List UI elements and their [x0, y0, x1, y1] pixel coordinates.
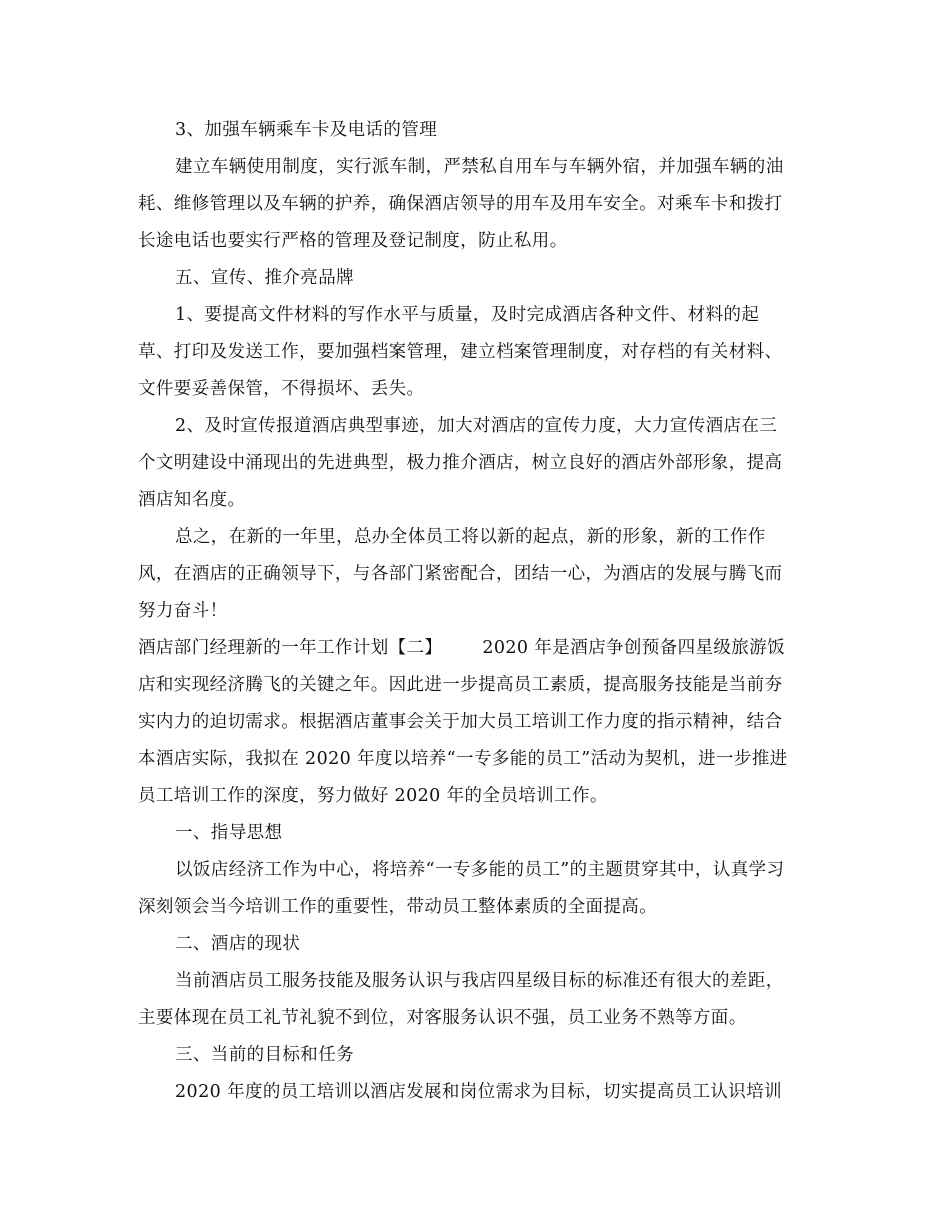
paragraph-line: 以饭店经济工作为中心，将培养“一专多能的员工”的主题贯穿其中，认真学习 [175, 860, 785, 880]
paragraph-line: 风，在酒店的正确领导下，与各部门紧密配合，团结一心，为酒店的发展与腾飞而 [138, 564, 783, 584]
paragraph-line: 个文明建设中涌现出的先进典型，极力推介酒店，树立良好的酒店外部形象，提高 [138, 453, 783, 473]
paragraph-line: 草、打印及发送工作，要加强档案管理，建立档案管理制度，对存档的有关材料、 [138, 342, 783, 362]
section-heading: 一、指导思想 [175, 823, 283, 843]
paragraph-line: 2020 年是酒店争创预备四星级旅游饭 [482, 638, 786, 658]
paragraph-line: 店和实现经济腾飞的关键之年。因此进一步提高员工素质，提高服务技能是当前夯 [138, 675, 783, 695]
paragraph-line: 员工培训工作的深度，努力做好 2020 年的全员培训工作。 [138, 786, 608, 806]
paragraph-line: 长途电话也要实行严格的管理及登记制度，防止私用。 [138, 231, 568, 251]
section-heading: 三、当前的目标和任务 [175, 1045, 354, 1065]
paragraph-line: 实内力的迫切需求。根据酒店董事会关于加大员工培训工作力度的指示精神，结合 [138, 712, 783, 732]
section-heading: 五、宣传、推介亮品牌 [175, 268, 354, 288]
paragraph-line: 耗、维修管理以及车辆的护养，确保酒店领导的用车及用车安全。对乘车卡和拨打 [138, 194, 783, 214]
section-heading: 二、酒店的现状 [175, 934, 301, 954]
paragraph-line: 当前酒店员工服务技能及服务认识与我店四星级目标的标准还有很大的差距， [175, 971, 784, 991]
paragraph-line: 主要体现在员工礼节礼貌不到位，对客服务认识不强，员工业务不熟等方面。 [138, 1008, 747, 1028]
paragraph-line: 酒店知名度。 [138, 490, 246, 510]
paragraph-line: 建立车辆使用制度，实行派车制，严禁私自用车与车辆外宿，并加强车辆的油 [175, 157, 784, 177]
paragraph-line: 2、及时宣传报道酒店典型事迹，加大对酒店的宣传力度，大力宣传酒店在三 [175, 416, 778, 436]
paragraph-line: 深刻领会当今培训工作的重要性，带动员工整体素质的全面提高。 [138, 897, 658, 917]
paragraph-line: 努力奋斗！ [138, 601, 228, 621]
paragraph-line: 2020 年度的员工培训以酒店发展和岗位需求为目标，切实提高员工认识培训 [175, 1082, 782, 1102]
paragraph-line: 本酒店实际，我拟在 2020 年度以培养“一专多能的员工”活动为契机，进一步推进 [138, 749, 788, 769]
paragraph-line: 文件要妥善保管，不得损坏、丢失。 [138, 379, 425, 399]
paragraph-line: 1、要提高文件材料的写作水平与质量，及时完成酒店各种文件、材料的起 [175, 305, 760, 325]
section-title: 酒店部门经理新的一年工作计划【二】 [138, 638, 443, 658]
section-title-line [138, 636, 785, 660]
section-heading: 3、加强车辆乘车卡及电话的管理 [175, 120, 438, 140]
paragraph-line: 总之，在新的一年里，总办全体员工将以新的起点，新的形象，新的工作作 [175, 527, 766, 547]
